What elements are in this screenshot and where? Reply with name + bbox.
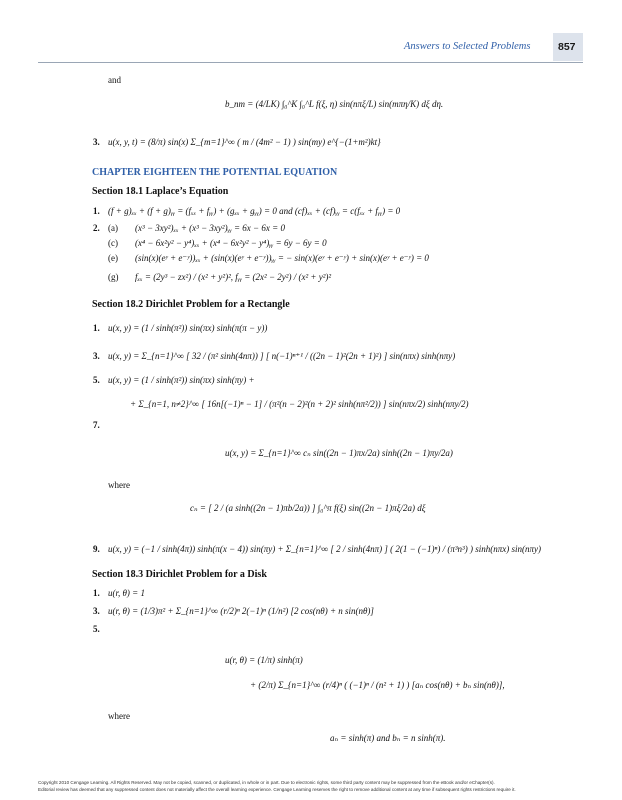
rect-p7-equation: u(x, y) = Σ_{n=1}^∞ cₙ sin((2n − 1)πx/2a) sinh((2n − 1)πy/2a) xyxy=(225,448,453,458)
part-a-equation: (x³ − 3xy²)ₓₓ + (x³ − 3xy²)ᵧᵧ = 6x − 6x = 0 xyxy=(135,223,285,233)
page-number: 857 xyxy=(558,41,576,53)
b-nm-equation: b_nm = (4/LK) ∫₀^K ∫₀^L f(ξ, η) sin(nπξ/L) sin(mπη/K) dξ dη. xyxy=(225,99,444,109)
where-text: where xyxy=(108,711,130,721)
rect-p9-equation: u(x, y) = (−1 / sinh(4π)) sinh(π(x − 4)) sin(πy) + Σ_{n=1}^∞ [ 2 / sinh(4nπ) ] ( 2(1 − (−1)ⁿ) / (π³n³) ) sinh(nπx) sin(nπy) xyxy=(108,544,541,554)
problem-label: 5. xyxy=(93,624,100,634)
rect-p1-equation: u(x, y) = (1 / sinh(π²)) sin(πx) sinh(π(π − y)) xyxy=(108,323,268,333)
disk-p1-equation: u(r, θ) = 1 xyxy=(108,588,145,598)
rect-p5-equation-line2: + Σ_{n=1, n≠2}^∞ [ 16n[(−1)ⁿ − 1] / (π²(n − 2)²(n + 2)² sinh(nπ²/2)) ] sin(nπx/2) sinh(nπy/2) xyxy=(130,399,469,409)
part-c-equation: (x⁴ − 6x²y² − y⁴)ₓₓ + (x⁴ − 6x²y² − y⁴)ᵧᵧ = 6y − 6y = 0 xyxy=(135,238,327,248)
an-bn-equation: aₙ = sinh(π) and bₙ = n sinh(π). xyxy=(330,733,446,743)
part-label: (g) xyxy=(108,272,119,282)
cn-equation: cₙ = [ 2 / (a sinh((2n − 1)πb/2a)) ] ∫₀^π f(ξ) sin((2n − 1)πξ/2a) dξ xyxy=(190,503,426,513)
problem-label: 1. xyxy=(93,206,100,216)
copyright-line-2: Editorial review has deemed that any suppressed content does not materially affect the overall learning experience. Cengage Learning reserves the right to remove additional content at any time if subsequent rights restrictions require it. xyxy=(38,787,516,792)
part-label: (a) xyxy=(108,223,118,233)
problem-label: 2. xyxy=(93,223,100,233)
part-e-equation: (sin(x)(eʸ + e⁻ʸ))ₓₓ + (sin(x)(eʸ + e⁻ʸ))ᵧᵧ = − sin(x)(eʸ + e⁻ʸ) + sin(x)(eʸ + e⁻ʸ) = 0 xyxy=(135,253,429,263)
running-title: Answers to Selected Problems xyxy=(404,41,531,52)
part-label: (e) xyxy=(108,253,118,263)
part-g-equation: fₓₓ = (2y³ − zx²) / (x² + y²)², fᵧᵧ = (2x² − 2y²) / (x² + y²)² xyxy=(135,272,332,282)
problem-label: 3. xyxy=(93,137,100,147)
part-label: (c) xyxy=(108,238,118,248)
section-title-18-2: Section 18.2 Dirichlet Problem for a Rectangle xyxy=(92,299,290,310)
copyright-line-1: Copyright 2010 Cengage Learning. All Rights Reserved. May not be copied, scanned, or duplicated, in whole or in part. Due to electronic rights, some third party content may be suppressed from the eBook and/or eChapter(s). xyxy=(38,780,495,785)
section-title-18-1: Section 18.1 Laplace’s Equation xyxy=(92,186,229,197)
problem-label: 9. xyxy=(93,544,100,554)
disk-p5-equation-line2: + (2/π) Σ_{n=1}^∞ (r/4)ⁿ ( (−1)ⁿ / (n² + 1) ) [aₙ cos(nθ) + bₙ sin(nθ)], xyxy=(250,680,505,690)
disk-p5-equation-line1: u(r, θ) = (1/π) sinh(π) xyxy=(225,655,303,665)
problem-label: 1. xyxy=(93,588,100,598)
problem-label: 7. xyxy=(93,420,100,430)
problem-label: 5. xyxy=(93,375,100,385)
u-xyt-equation: u(x, y, t) = (8/π) sin(x) Σ_{m=1}^∞ ( m / (4m² − 1) ) sin(my) e^{−(1+m²)kt} xyxy=(108,137,381,147)
problem-label: 1. xyxy=(93,323,100,333)
section-title-18-3: Section 18.3 Dirichlet Problem for a Disk xyxy=(92,569,267,580)
header-rule xyxy=(38,62,583,63)
rect-p5-equation-line1: u(x, y) = (1 / sinh(π²)) sin(πx) sinh(πy) + xyxy=(108,375,255,385)
and-text: and xyxy=(108,75,121,85)
rect-p3-equation: u(x, y) = Σ_{n=1}^∞ [ 32 / (π² sinh(4nπ)) ] [ n(−1)ⁿ⁺¹ / ((2n − 1)²(2n + 1)²) ] sin(nπx) sinh(nπy) xyxy=(108,351,456,361)
problem-label: 3. xyxy=(93,606,100,616)
where-text: where xyxy=(108,480,130,490)
problem-label: 3. xyxy=(93,351,100,361)
laplace-linearity-equation: (f + g)ₓₓ + (f + g)ᵧᵧ = (fₓₓ + fᵧᵧ) + (gₓₓ + gᵧᵧ) = 0 and (cf)ₓₓ + (cf)ᵧᵧ = c(fₓₓ + fᵧᵧ) = 0 xyxy=(108,206,401,216)
chapter-title: CHAPTER EIGHTEEN THE POTENTIAL EQUATION xyxy=(92,167,338,178)
disk-p3-equation: u(r, θ) = (1/3)π² + Σ_{n=1}^∞ (r/2)ⁿ 2(−1)ⁿ (1/n²) [2 cos(nθ) + n sin(nθ)] xyxy=(108,606,374,616)
